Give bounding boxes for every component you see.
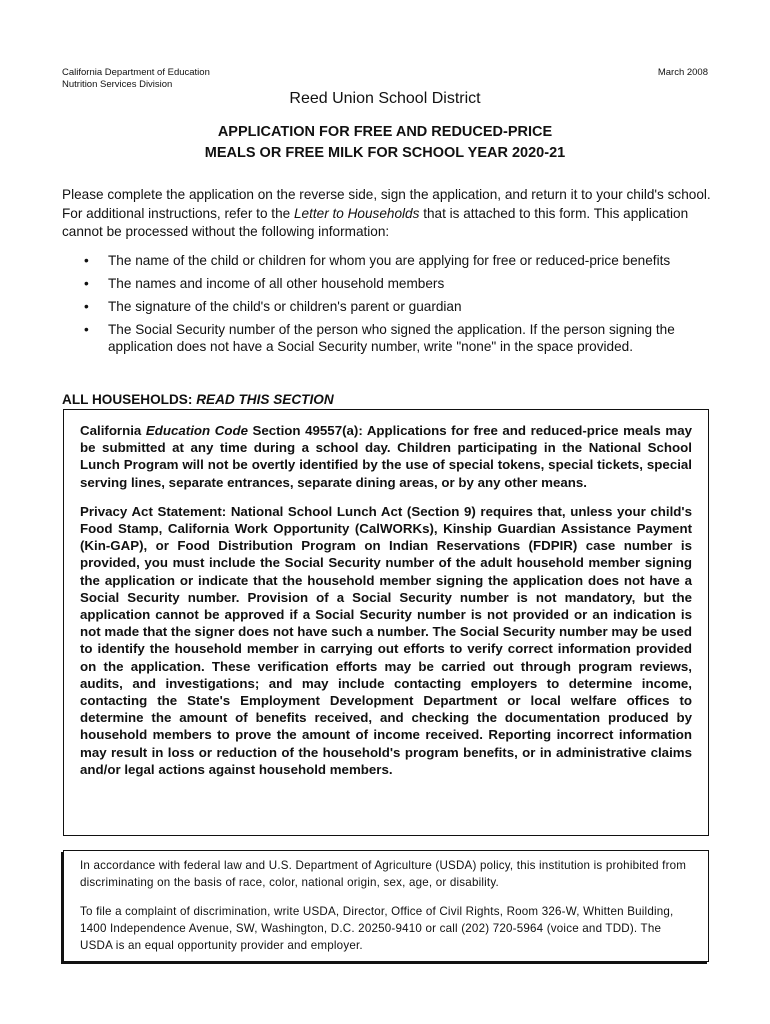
privacy-act-paragraph: Privacy Act Statement: National School Lunch Act (Section 9) requires that, unless your child's Food Stamp, California Work Opportunity (CalWORKs), Kinship Guardian Assistance Payment (Kin-GAP), or Food Distribution Program on Indian Reservations (FDPIR) case number is provided, you must include the Social Security number of the adult household member signing the application or indicate that the household member signing the application does not have a Social Security number. Provision of a Social Security number is not mandatory, but the application cannot be approved if a Social Security number is not provided or an indication is not made that the signer does not have such a number. The Social Security number may be used to identify the household member in carrying out efforts to verify correct information provided on the application. These verification efforts may be carried out through program reviews, audits, and investigations; and may include contacting employers to determine income, contacting the State's Employment Development Department or local welfare offices to determine the amount of benefits received, and checking the documentation produced by household members to prove the amount of income received. Reporting incorrect information may result in loss or reduction of the household's program benefits, or in administrative claims and/or legal actions against household members. bbox=[80, 503, 692, 777]
complaint-instructions: To file a complaint of discrimination, write USDA, Director, Office of Civil Rights, Room 326-W, Whitten Building, 1400 Independence Avenue, SW, Washington, D.C. 20250-9410 or call (202) 720-5964 (voice and TDD). The USDA is an equal opportunity provider and employer. bbox=[80, 905, 674, 952]
department-name: California Department of Education bbox=[62, 67, 210, 78]
bullet-glyph: • bbox=[84, 322, 89, 337]
education-code-paragraph bbox=[80, 422, 692, 491]
ec-text-start: California bbox=[80, 423, 146, 438]
list-item bbox=[62, 252, 714, 269]
page-title bbox=[0, 122, 770, 164]
bullet-glyph: • bbox=[84, 299, 89, 314]
section-heading bbox=[62, 392, 334, 407]
list-item-text: The name of the child or children for whom you are applying for free or reduced-price benefits bbox=[108, 253, 671, 268]
list-item-text: The names and income of all other household members bbox=[108, 276, 445, 291]
division-name: Nutrition Services Division bbox=[62, 79, 173, 90]
list-item bbox=[62, 321, 714, 355]
section-emphasis: READ THIS SECTION bbox=[196, 392, 334, 407]
intro-paragraph bbox=[62, 186, 714, 242]
intro-text-start: Please complete the application on the reverse side, sign the application, and return it to your child's school. For additional instructions, refer to the bbox=[62, 187, 711, 221]
title-line-1: APPLICATION FOR FREE AND REDUCED-PRICE bbox=[217, 124, 553, 140]
section-label: ALL HOUSEHOLDS: bbox=[62, 392, 193, 407]
list-item bbox=[62, 275, 714, 292]
list-item-text: The signature of the child's or children's parent or guardian bbox=[108, 299, 462, 314]
list-item-text: The Social Security number of the person who signed the application. If the person signing the application does not have a Social Security number, write "none" in the space provided. bbox=[108, 322, 675, 354]
ec-code-name: Education Code bbox=[145, 423, 248, 438]
ec-text-end: Section 49557(a): Applications for free and reduced-price meals may be submitted at any time during a school day. Children participating in the National School Lunch Program will not be overtly identified by the use of special tokens, special tickets, special serving lines, separate entrances, separate dining areas, or by any other means. bbox=[80, 423, 692, 490]
intro-letter-reference: Letter to Households bbox=[293, 205, 420, 221]
nondiscrimination-policy: In accordance with federal law and U.S. Department of Agriculture (USDA) policy, this institution is prohibited from discriminating on the basis of race, color, national origin, sex, age, or disability. bbox=[80, 859, 687, 889]
list-item bbox=[62, 298, 714, 315]
bullet-glyph: • bbox=[84, 253, 89, 268]
intro-text-end: that is attached to this form. This application cannot be processed without the following information: bbox=[62, 205, 689, 239]
required-info-list bbox=[62, 252, 714, 361]
nondiscrimination-box bbox=[63, 850, 709, 962]
legal-notice-box bbox=[63, 409, 709, 836]
bullet-glyph: • bbox=[84, 276, 89, 291]
district-name: Reed Union School District bbox=[289, 90, 481, 107]
title-line-2: MEALS OR FREE MILK FOR SCHOOL YEAR 2020-21 bbox=[204, 145, 566, 161]
header-agency bbox=[62, 67, 210, 91]
header-date: March 2008 bbox=[657, 67, 708, 78]
